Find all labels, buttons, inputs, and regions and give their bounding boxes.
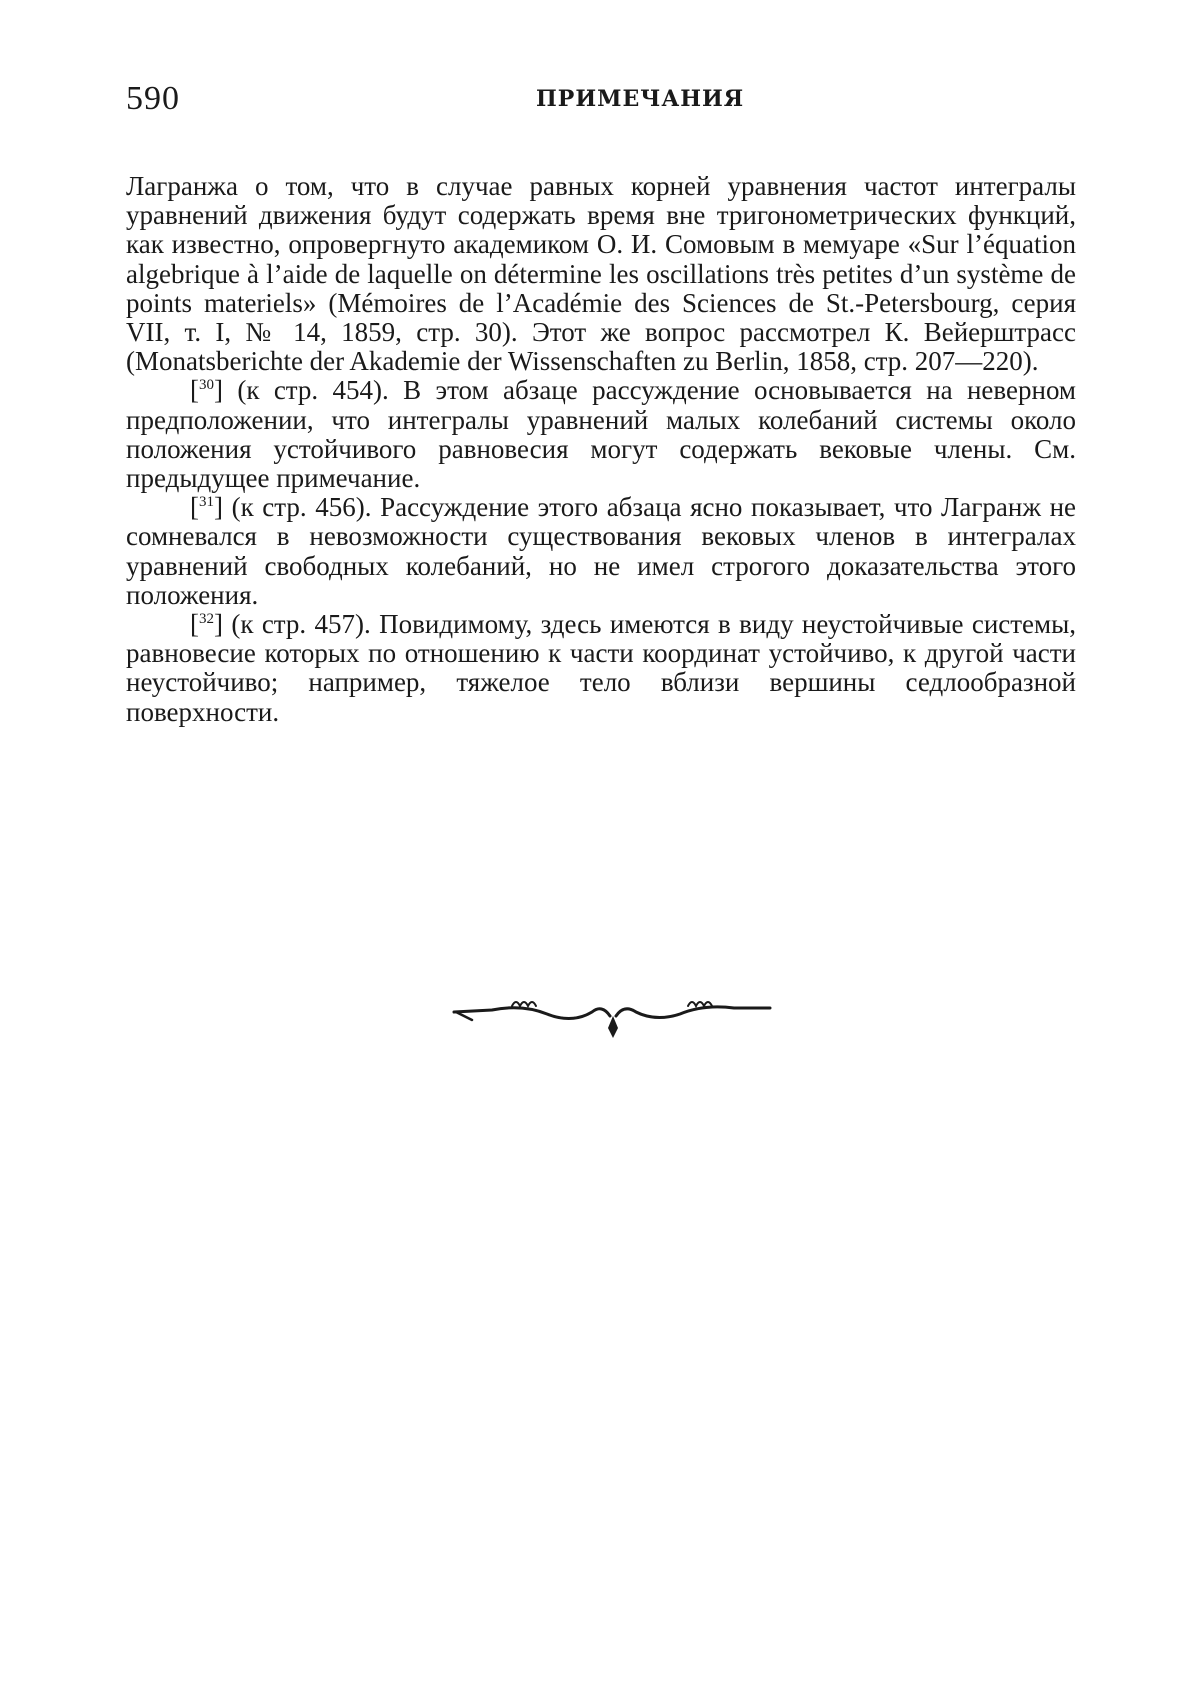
paragraph-text: Лагранжа о том, что в случае равных корней уравнения частот интегралы уравнений движения будут содержать время вне тригонометрических функций, как известно, опровергнуто академиком О. И. Сомовым в мемуаре «Sur l’équation algebrique à l’aide de laquelle on détermine les oscillations très petites d’un système de points materiels» (Mémoires de l’Académie des Sciences de St.-Petersbourg, серия VII, т. I, № 14, 1859, стр. 30). Этот же вопрос рассмотрел К. Вейерштрасс (Monatsberichte der Akademie der Wissenschaften zu Berlin, 1858, стр. 207—220). [126,171,1076,377]
page-reference: (к стр. 456). [231,492,372,523]
page-reference: (к стр. 454). [237,375,389,406]
note-32-paragraph [126,610,1076,727]
footnote-marker: [$^{32}$] [190,609,223,640]
page-reference: (к стр. 457). [231,609,371,640]
running-title: ПРИМЕЧАНИЯ [536,86,745,112]
ornamental-flourish-icon [452,990,772,1040]
notes-body [126,172,1076,727]
note-continuation-paragraph [126,172,1076,376]
footnote-marker: [$^{31}$] [190,492,223,523]
footnote-number: 30 [199,377,214,394]
footnote-number: 31 [199,494,214,511]
paragraph-text: В этом абзаце рассуждение основывается на неверном предположении, что интегралы уравнений малых колебаний системы около положения устойчивого равновесия могут содержать вековые члены. См. предыдущее примечание. [126,375,1077,494]
paragraph-text: Рассуждение этого абзаца ясно показывает, что Лагранж не сомневался в невозможности существования вековых членов в интегралах уравнений свободных колебаний, но не имел строгого доказательства этого положения. [126,492,1077,610]
page-number: 590 [126,80,180,117]
footnote-marker: [$^{30}$] [190,375,223,406]
footnote-number: 32 [199,611,214,628]
note-30-paragraph [126,376,1076,493]
note-31-paragraph [126,493,1076,610]
paragraph-text: Повидимому, здесь имеются в виду неустойчивые системы, равновесие которых по отношению к части координат устойчиво, к другой части неустойчиво; например, тяжелое тело вблизи вершины седлообразной поверхности. [126,609,1077,727]
